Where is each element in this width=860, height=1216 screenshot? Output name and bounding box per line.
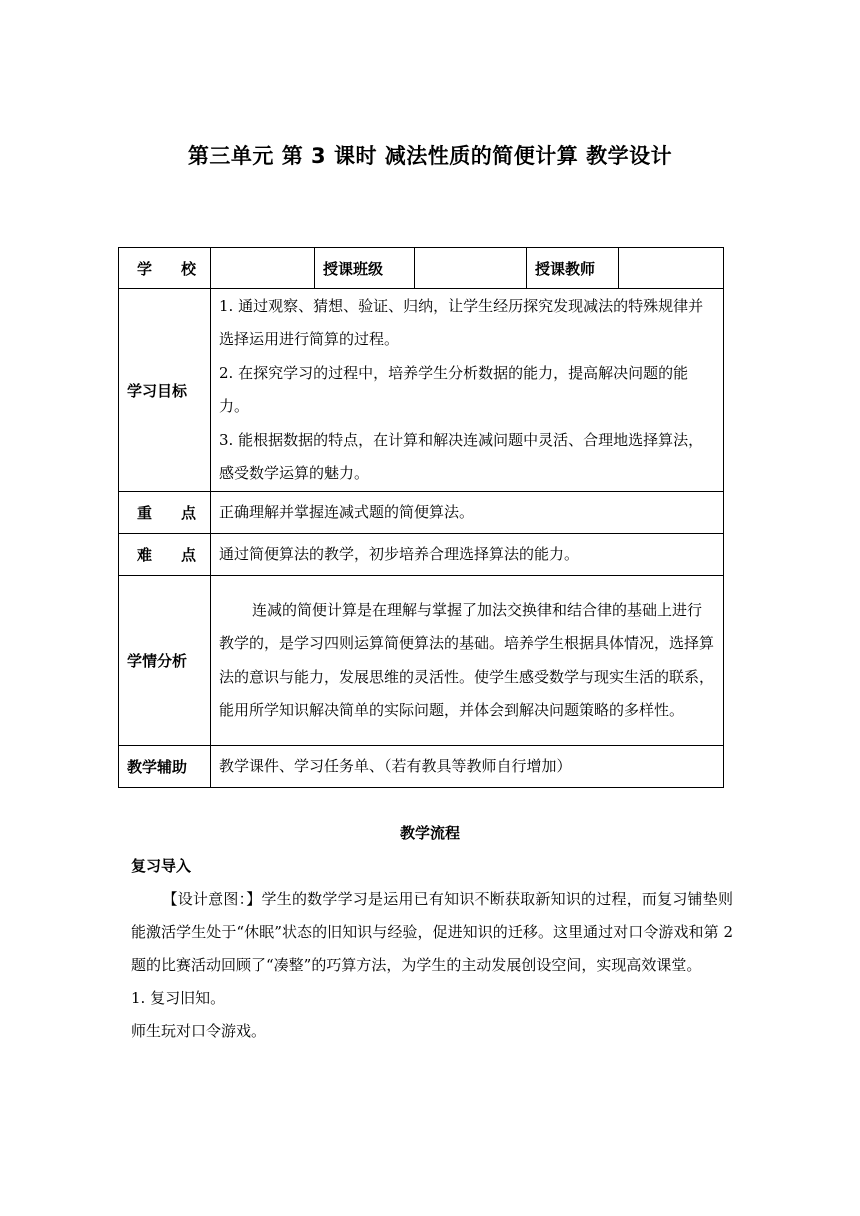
- school-row: [119, 248, 724, 289]
- aids-label: 教学辅助: [119, 746, 211, 788]
- lesson-info-table: [118, 247, 724, 788]
- step-detail: 师生玩对口令游戏。: [131, 1022, 267, 1040]
- teacher-label: 授课教师: [527, 248, 619, 289]
- goals-label: 学习目标: [119, 289, 211, 492]
- school-value-cell[interactable]: [211, 248, 315, 289]
- flow-title: 教学流程: [399, 824, 460, 842]
- class-label: 授课班级: [315, 248, 415, 289]
- section-heading: 复习导入: [131, 857, 192, 875]
- goal-item: 1. 通过观察、猜想、验证、归纳，让学生经历探究发现减法的特殊规律并选择运用进行简算的过程。: [219, 296, 704, 348]
- analysis-row: [119, 576, 724, 746]
- goal-item: 2. 在探究学习的过程中，培养学生分析数据的能力，提高解决问题的能力。: [219, 363, 689, 415]
- aids-row: [119, 746, 724, 788]
- difficulty-content: 通过简便算法的教学，初步培养合理选择算法的能力。: [211, 534, 724, 576]
- school-label: 学 校: [119, 248, 211, 289]
- key-point-label: 重 点: [119, 492, 211, 534]
- flow-body: [131, 850, 733, 1048]
- goal-item: 3. 能根据数据的特点，在计算和解决连减问题中灵活、合理地选择算法，感受数学运算的魅力。: [219, 430, 704, 482]
- goals-row: [119, 289, 724, 492]
- key-point-row: [119, 492, 724, 534]
- key-point-content: 正确理解并掌握连减式题的简便算法。: [211, 492, 724, 534]
- teacher-value-cell[interactable]: [619, 248, 724, 289]
- aids-content: 教学课件、学习任务单、（若有教具等教师自行增加）: [211, 746, 724, 788]
- analysis-content: [211, 576, 724, 746]
- step-item: 1. 复习旧知。: [131, 989, 226, 1007]
- analysis-label: 学情分析: [119, 576, 211, 746]
- difficulty-label: 难 点: [119, 534, 211, 576]
- difficulty-row: [119, 534, 724, 576]
- design-intent-paragraph: 【设计意图：】学生的数学学习是运用已有知识不断获取新知识的过程，而复习铺垫则能激活学生处于“休眠”状态的旧知识与经验，促进知识的迁移。这里通过对口令游戏和第 2 题的比赛活动回顾了“凑整”的巧算方法，为学生的主动发展创设空间，实现高效课堂。: [131, 890, 733, 974]
- class-value-cell[interactable]: [415, 248, 527, 289]
- document-title: 第三单元 第 3 课时 减法性质的简便计算 教学设计: [187, 144, 673, 168]
- goals-content: [211, 289, 724, 492]
- analysis-text: 连减的简便计算是在理解与掌握了加法交换律和结合律的基础上进行教学的，是学习四则运算简便算法的基础。培养学生根据具体情况，选择算法的意识与能力，发展思维的灵活性。使学生感受数学与现实生活的联系，能用所学知识解决简单的实际问题，并体会到解决问题策略的多样性。: [219, 600, 715, 719]
